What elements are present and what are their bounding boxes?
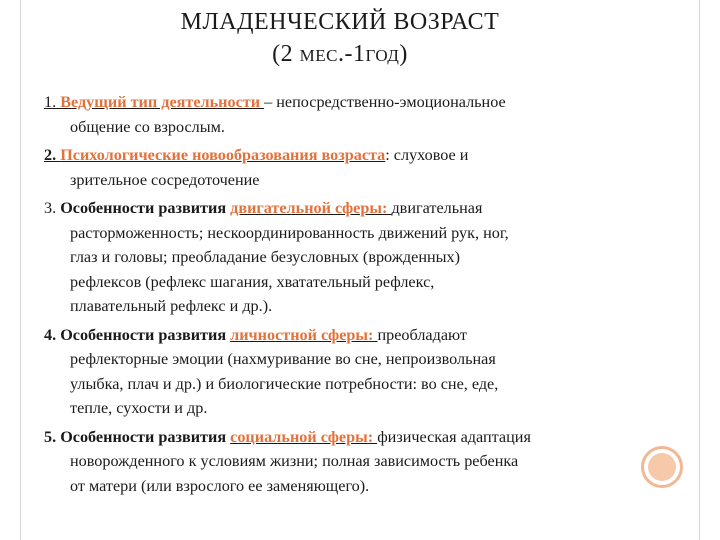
- item-5-prefix: Особенности развития: [60, 427, 231, 446]
- item-5-number: 5.: [44, 427, 61, 446]
- item-4-number: 4.: [44, 325, 61, 344]
- list-item-1-first-line: [44, 90, 664, 115]
- item-1-number: 1.: [44, 93, 61, 111]
- slide-frame-left: [20, 0, 21, 540]
- item-1-label: Ведущий тип деятельности: [60, 93, 265, 111]
- title-line-1: МЛАДЕНЧЕСКИЙ ВОЗРАСТ: [180, 9, 500, 35]
- item-4-label: личностной сферы:: [230, 325, 378, 344]
- item-5-text: физическая адаптация: [377, 427, 531, 446]
- item-1-line-2: общение со взрослым.: [70, 117, 225, 136]
- list-item-1: [44, 90, 664, 139]
- list-item-4-first-line: [44, 323, 664, 348]
- item-5-label: социальной сферы:: [230, 427, 378, 446]
- item-4-text: преобладают: [377, 325, 467, 344]
- item-4-prefix: Особенности развития: [60, 325, 231, 344]
- title-line-2-year: ГОД: [365, 46, 400, 65]
- title-line-2-close: ): [399, 41, 408, 67]
- item-2-line-2: зрительное сосредоточение: [70, 170, 260, 189]
- list-item-5: [44, 425, 664, 499]
- item-3-label: двигательной сферы:: [230, 199, 392, 217]
- item-5-line-2: новорожденного к условиям жизни; полная зависимость ребенка: [70, 452, 519, 470]
- item-3-line-2: расторможенность; нескоординированность движений рук, ног,: [70, 223, 509, 242]
- item-3-prefix: Особенности развития: [60, 199, 231, 217]
- item-2-label: Психологические новообразования возраста: [60, 146, 386, 164]
- item-3-line-3: глаз и головы; преобладание безусловных (врожденных): [70, 248, 461, 266]
- slide-frame-right: [699, 0, 700, 540]
- item-2-number: 2.: [44, 146, 61, 164]
- title-line-2-mid: .-1: [337, 41, 366, 67]
- list-item-3-first-line: [44, 196, 664, 221]
- list-item-3: [44, 196, 664, 319]
- item-1-text: – непосредственно-эмоциональное: [264, 93, 506, 111]
- list-item-4: [44, 323, 664, 421]
- item-2-text: : слуховое и: [385, 146, 469, 164]
- item-3-line-4: рефлексов (рефлекс шагания, хватательный рефлекс,: [70, 272, 435, 291]
- list-item-2: [44, 143, 664, 192]
- title-line-2-month: МЕС: [299, 46, 338, 65]
- item-4-line-2: рефлекторные эмоции (нахмуривание во сне, непроизвольная: [70, 350, 496, 368]
- list-item-5-first-line: [44, 425, 664, 450]
- slide-content: [44, 90, 664, 502]
- item-3-text: двигательная: [391, 199, 483, 217]
- slide-title: [40, 6, 640, 72]
- item-4-line-4: тепле, сухости и др.: [70, 399, 208, 417]
- item-4-line-3: улыбка, плач и др.) и биологические потребности: во сне, еде,: [70, 374, 499, 393]
- item-3-line-5: плавательный рефлекс и др.).: [70, 297, 273, 315]
- list-item-2-first-line: [44, 143, 664, 168]
- item-5-line-3: от матери (или взрослого ее заменяющего).: [70, 476, 370, 495]
- title-line-2-open: (2: [272, 41, 300, 67]
- decorative-circle-inner: [648, 453, 676, 481]
- title-line-2: [40, 38, 640, 72]
- item-3-number: 3.: [44, 199, 61, 217]
- decorative-circle-icon: [641, 446, 683, 488]
